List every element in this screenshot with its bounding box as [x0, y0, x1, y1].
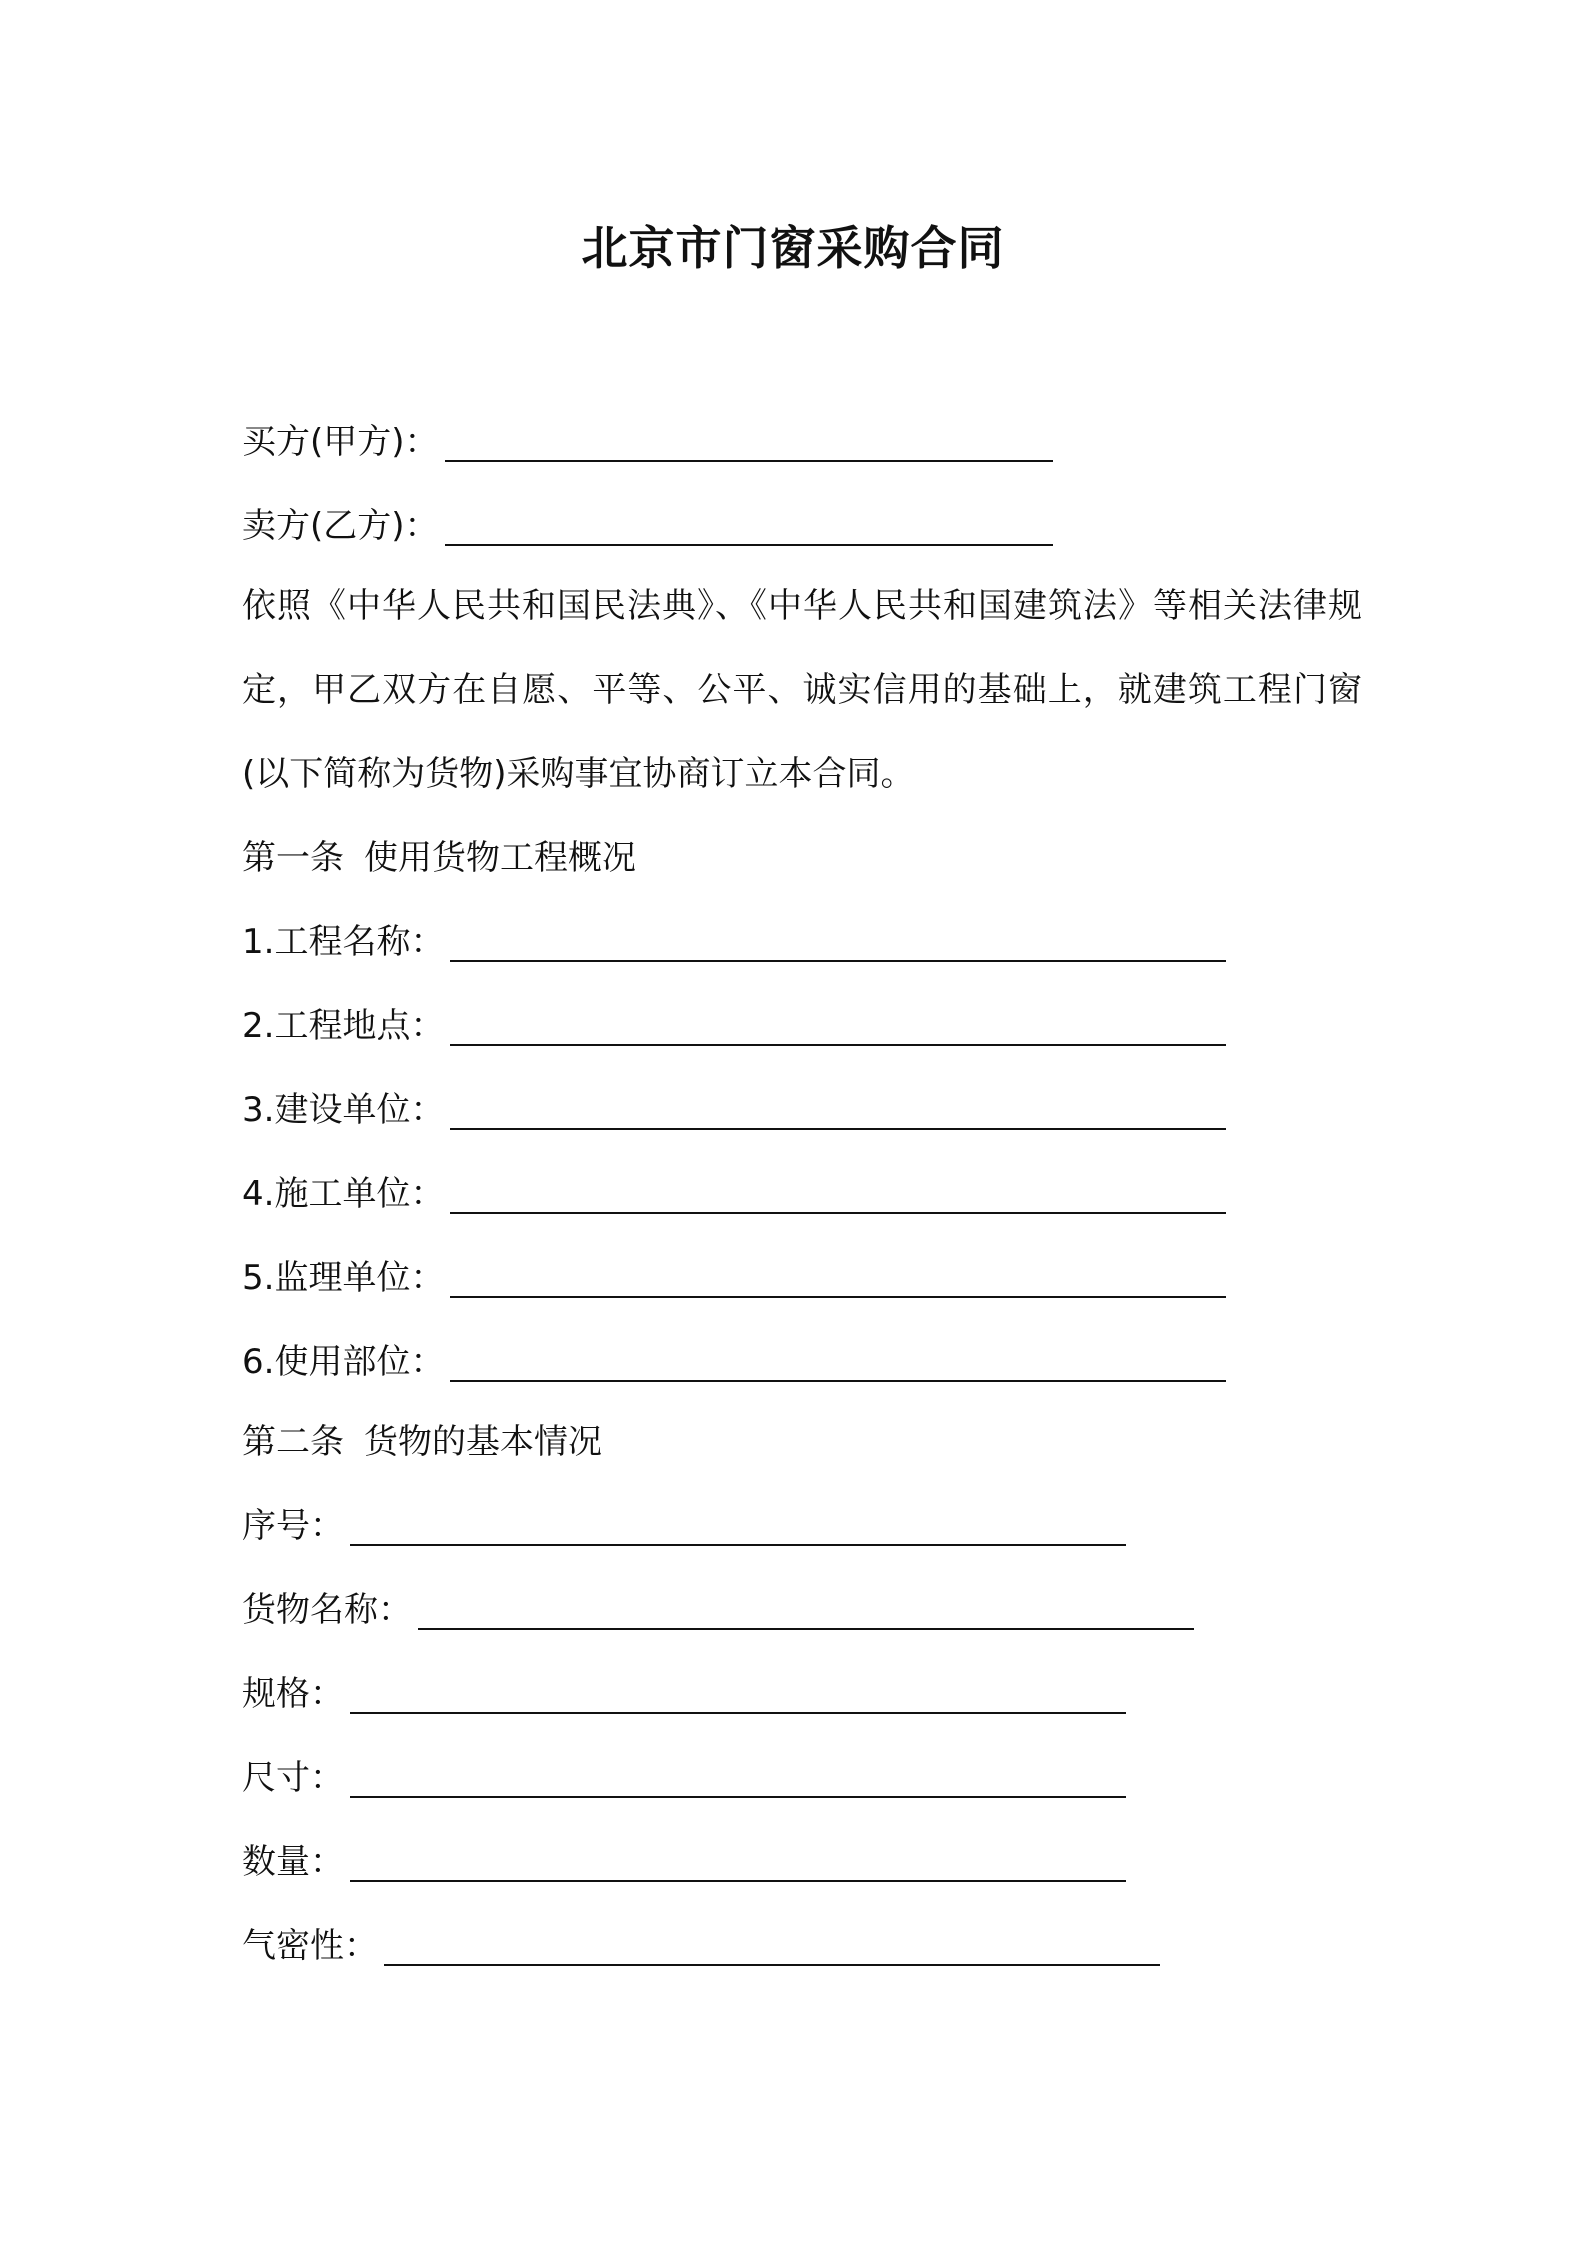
field-label: 尺寸： [242, 1758, 344, 1798]
field-blank[interactable] [350, 1508, 1126, 1546]
field-label: 规格： [242, 1674, 344, 1714]
buyer-line [242, 418, 1053, 466]
preamble-paragraph: 依照《中华人民共和国民法典》、《中华人民共和国建筑法》等相关法律规定，甲乙双方在自愿、平等、公平、诚实信用的基础上，就建筑工程门窗(以下简称为货物)采购事宜协商订立本合同。 [242, 586, 1362, 794]
field-blank[interactable] [450, 1344, 1226, 1382]
field-label: 6.使用部位： [242, 1342, 445, 1382]
field-row [242, 1838, 1126, 1886]
article-2-title: 货物的基本情况 [364, 1422, 602, 1462]
seller-line [242, 502, 1053, 550]
seller-label: 卖方(乙方)： [242, 506, 439, 546]
field-row [242, 918, 1226, 966]
field-label: 序号： [242, 1506, 344, 1546]
field-label: 数量： [242, 1842, 344, 1882]
field-label: 5.监理单位： [242, 1258, 445, 1298]
article-1-number: 第一条 [242, 838, 344, 878]
article-2-number: 第二条 [242, 1422, 344, 1462]
field-row [242, 1922, 1160, 1970]
document-title: 北京市门窗采购合同 [581, 221, 1005, 275]
field-row [242, 1254, 1226, 1302]
article-1-title: 使用货物工程概况 [364, 838, 636, 878]
field-row [242, 1338, 1226, 1386]
field-label: 3.建设单位： [242, 1090, 445, 1130]
field-label: 2.工程地点： [242, 1006, 445, 1046]
field-row [242, 1002, 1226, 1050]
field-row [242, 1670, 1126, 1718]
field-label: 货物名称： [242, 1590, 412, 1630]
field-label: 4.施工单位： [242, 1174, 445, 1214]
field-blank[interactable] [350, 1760, 1126, 1798]
field-blank[interactable] [350, 1844, 1126, 1882]
field-row [242, 1586, 1194, 1634]
field-row [242, 1502, 1126, 1550]
field-label: 气密性： [242, 1926, 378, 1966]
seller-blank[interactable] [445, 508, 1053, 546]
field-blank[interactable] [450, 1176, 1226, 1214]
field-row [242, 1754, 1126, 1802]
field-blank[interactable] [450, 1008, 1226, 1046]
field-blank[interactable] [384, 1928, 1160, 1966]
field-blank[interactable] [450, 1260, 1226, 1298]
article-1-heading [242, 834, 636, 882]
field-blank[interactable] [350, 1676, 1126, 1714]
article-2-heading [242, 1418, 602, 1466]
field-row [242, 1170, 1226, 1218]
buyer-label: 买方(甲方)： [242, 422, 439, 462]
buyer-blank[interactable] [445, 424, 1053, 462]
field-blank[interactable] [450, 924, 1226, 962]
field-blank[interactable] [450, 1092, 1226, 1130]
field-row [242, 1086, 1226, 1134]
field-label: 1.工程名称： [242, 922, 445, 962]
field-blank[interactable] [418, 1592, 1194, 1630]
